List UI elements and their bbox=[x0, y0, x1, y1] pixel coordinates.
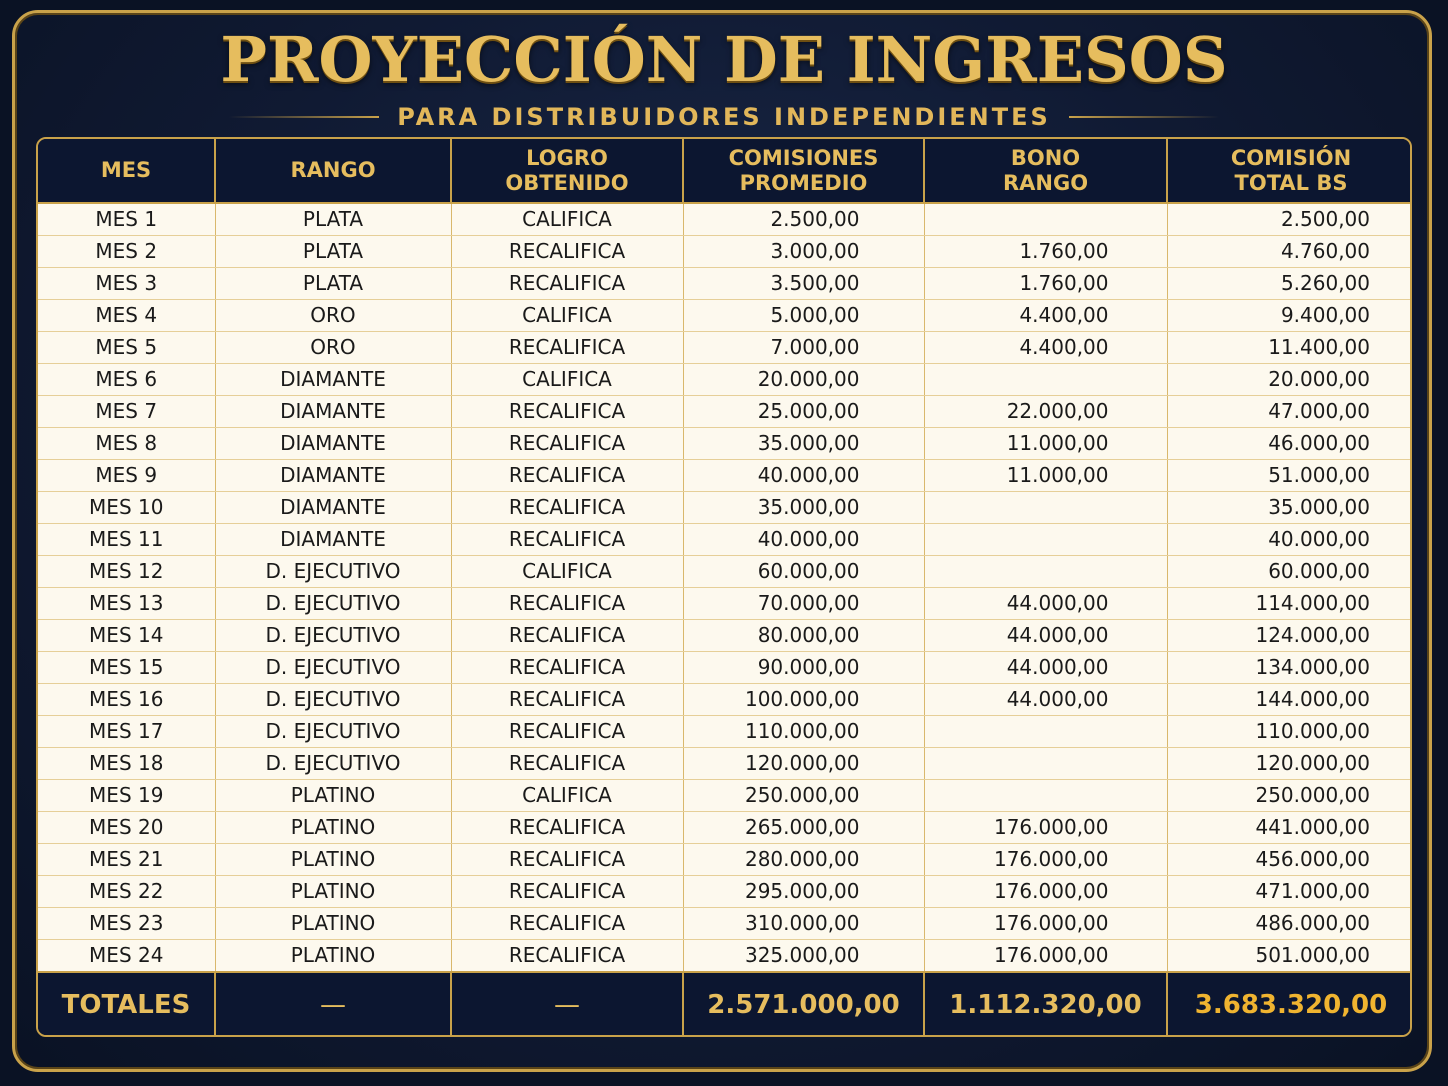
cell-rango: PLATINO bbox=[215, 844, 451, 876]
cell-comisiones: 35.000,00 bbox=[683, 428, 924, 460]
cell-comisiones: 250.000,00 bbox=[683, 780, 924, 812]
cell-bono: 176.000,00 bbox=[924, 876, 1167, 908]
cell-total: 2.500,00 bbox=[1167, 203, 1412, 236]
totals-comisiones: 2.571.000,00 bbox=[683, 972, 924, 1037]
cell-total: 110.000,00 bbox=[1167, 716, 1412, 748]
cell-rango: PLATINO bbox=[215, 908, 451, 940]
cell-logro: CALIFICA bbox=[451, 300, 683, 332]
cell-total: 144.000,00 bbox=[1167, 684, 1412, 716]
cell-total: 471.000,00 bbox=[1167, 876, 1412, 908]
cell-logro: RECALIFICA bbox=[451, 460, 683, 492]
header-bono: BONO RANGO bbox=[924, 139, 1167, 203]
cell-comisiones: 35.000,00 bbox=[683, 492, 924, 524]
table-row bbox=[38, 780, 1412, 812]
cell-comisiones: 70.000,00 bbox=[683, 588, 924, 620]
cell-comisiones: 120.000,00 bbox=[683, 748, 924, 780]
cell-mes: MES 7 bbox=[38, 396, 215, 428]
cell-logro: CALIFICA bbox=[451, 364, 683, 396]
cell-logro: RECALIFICA bbox=[451, 332, 683, 364]
cell-total: 134.000,00 bbox=[1167, 652, 1412, 684]
cell-logro: RECALIFICA bbox=[451, 268, 683, 300]
cell-bono bbox=[924, 524, 1167, 556]
table-row bbox=[38, 684, 1412, 716]
cell-bono: 44.000,00 bbox=[924, 620, 1167, 652]
header-mes: MES bbox=[38, 139, 215, 203]
cell-logro: RECALIFICA bbox=[451, 812, 683, 844]
page-subtitle: PARA DISTRIBUIDORES INDEPENDIENTES bbox=[397, 103, 1051, 131]
table-row bbox=[38, 428, 1412, 460]
cell-total: 46.000,00 bbox=[1167, 428, 1412, 460]
cell-bono bbox=[924, 492, 1167, 524]
cell-mes: MES 16 bbox=[38, 684, 215, 716]
cell-comisiones: 100.000,00 bbox=[683, 684, 924, 716]
cell-mes: MES 14 bbox=[38, 620, 215, 652]
cell-bono bbox=[924, 748, 1167, 780]
header-total: COMISIÓN TOTAL BS bbox=[1167, 139, 1412, 203]
cell-total: 441.000,00 bbox=[1167, 812, 1412, 844]
cell-logro: RECALIFICA bbox=[451, 524, 683, 556]
cell-mes: MES 8 bbox=[38, 428, 215, 460]
table-row bbox=[38, 460, 1412, 492]
cell-rango: ORO bbox=[215, 332, 451, 364]
cell-rango: PLATINO bbox=[215, 812, 451, 844]
cell-rango: DIAMANTE bbox=[215, 524, 451, 556]
cell-comisiones: 90.000,00 bbox=[683, 652, 924, 684]
cell-rango: D. EJECUTIVO bbox=[215, 588, 451, 620]
cell-mes: MES 12 bbox=[38, 556, 215, 588]
cell-logro: CALIFICA bbox=[451, 556, 683, 588]
table-row bbox=[38, 812, 1412, 844]
cell-total: 40.000,00 bbox=[1167, 524, 1412, 556]
cell-total: 250.000,00 bbox=[1167, 780, 1412, 812]
cell-bono: 44.000,00 bbox=[924, 684, 1167, 716]
table-header-row bbox=[38, 139, 1412, 203]
totals-rango: — bbox=[215, 972, 451, 1037]
cell-rango: D. EJECUTIVO bbox=[215, 652, 451, 684]
table-row bbox=[38, 556, 1412, 588]
table-row bbox=[38, 332, 1412, 364]
subtitle-divider-left bbox=[229, 116, 379, 118]
cell-comisiones: 20.000,00 bbox=[683, 364, 924, 396]
cell-rango: PLATA bbox=[215, 236, 451, 268]
cell-logro: RECALIFICA bbox=[451, 236, 683, 268]
cell-rango: PLATA bbox=[215, 203, 451, 236]
cell-total: 124.000,00 bbox=[1167, 620, 1412, 652]
cell-bono: 11.000,00 bbox=[924, 460, 1167, 492]
cell-bono: 4.400,00 bbox=[924, 332, 1167, 364]
cell-comisiones: 295.000,00 bbox=[683, 876, 924, 908]
table-row bbox=[38, 300, 1412, 332]
cell-rango: PLATA bbox=[215, 268, 451, 300]
cell-rango: D. EJECUTIVO bbox=[215, 556, 451, 588]
cell-total: 47.000,00 bbox=[1167, 396, 1412, 428]
cell-total: 456.000,00 bbox=[1167, 844, 1412, 876]
cell-bono: 176.000,00 bbox=[924, 908, 1167, 940]
table-row bbox=[38, 908, 1412, 940]
cell-total: 486.000,00 bbox=[1167, 908, 1412, 940]
cell-total: 4.760,00 bbox=[1167, 236, 1412, 268]
cell-mes: MES 15 bbox=[38, 652, 215, 684]
cell-rango: D. EJECUTIVO bbox=[215, 748, 451, 780]
cell-rango: PLATINO bbox=[215, 940, 451, 973]
table-row bbox=[38, 588, 1412, 620]
cell-mes: MES 1 bbox=[38, 203, 215, 236]
cell-comisiones: 310.000,00 bbox=[683, 908, 924, 940]
cell-logro: RECALIFICA bbox=[451, 748, 683, 780]
cell-mes: MES 22 bbox=[38, 876, 215, 908]
page-title: PROYECCIÓN DE INGRESOS bbox=[220, 23, 1228, 96]
cell-total: 114.000,00 bbox=[1167, 588, 1412, 620]
cell-mes: MES 5 bbox=[38, 332, 215, 364]
cell-comisiones: 2.500,00 bbox=[683, 203, 924, 236]
cell-bono: 176.000,00 bbox=[924, 844, 1167, 876]
table-row bbox=[38, 236, 1412, 268]
cell-bono: 1.760,00 bbox=[924, 236, 1167, 268]
header-logro: LOGRO OBTENIDO bbox=[451, 139, 683, 203]
header-comisiones: COMISIONES PROMEDIO bbox=[683, 139, 924, 203]
cell-total: 20.000,00 bbox=[1167, 364, 1412, 396]
cell-mes: MES 17 bbox=[38, 716, 215, 748]
table-row bbox=[38, 203, 1412, 236]
cell-logro: RECALIFICA bbox=[451, 428, 683, 460]
cell-bono: 176.000,00 bbox=[924, 940, 1167, 973]
cell-bono: 176.000,00 bbox=[924, 812, 1167, 844]
cell-mes: MES 3 bbox=[38, 268, 215, 300]
totals-total: 3.683.320,00 bbox=[1167, 972, 1412, 1037]
table-row bbox=[38, 492, 1412, 524]
cell-mes: MES 24 bbox=[38, 940, 215, 973]
cell-rango: DIAMANTE bbox=[215, 396, 451, 428]
table-row bbox=[38, 844, 1412, 876]
cell-comisiones: 60.000,00 bbox=[683, 556, 924, 588]
cell-bono: 44.000,00 bbox=[924, 652, 1167, 684]
cell-comisiones: 80.000,00 bbox=[683, 620, 924, 652]
cell-rango: PLATINO bbox=[215, 876, 451, 908]
cell-total: 35.000,00 bbox=[1167, 492, 1412, 524]
cell-rango: PLATINO bbox=[215, 780, 451, 812]
cell-rango: DIAMANTE bbox=[215, 364, 451, 396]
subtitle-row bbox=[0, 100, 1448, 134]
cell-logro: RECALIFICA bbox=[451, 844, 683, 876]
cell-mes: MES 20 bbox=[38, 812, 215, 844]
cell-logro: RECALIFICA bbox=[451, 396, 683, 428]
table-row bbox=[38, 876, 1412, 908]
cell-total: 120.000,00 bbox=[1167, 748, 1412, 780]
cell-mes: MES 21 bbox=[38, 844, 215, 876]
cell-bono bbox=[924, 556, 1167, 588]
cell-logro: CALIFICA bbox=[451, 780, 683, 812]
cell-mes: MES 23 bbox=[38, 908, 215, 940]
cell-mes: MES 6 bbox=[38, 364, 215, 396]
totals-row bbox=[38, 972, 1412, 1037]
table-row bbox=[38, 364, 1412, 396]
cell-comisiones: 7.000,00 bbox=[683, 332, 924, 364]
cell-logro: RECALIFICA bbox=[451, 492, 683, 524]
cell-total: 501.000,00 bbox=[1167, 940, 1412, 973]
cell-bono: 11.000,00 bbox=[924, 428, 1167, 460]
cell-total: 60.000,00 bbox=[1167, 556, 1412, 588]
totals-label: TOTALES bbox=[38, 972, 215, 1037]
cell-comisiones: 5.000,00 bbox=[683, 300, 924, 332]
cell-logro: RECALIFICA bbox=[451, 588, 683, 620]
cell-total: 51.000,00 bbox=[1167, 460, 1412, 492]
cell-mes: MES 19 bbox=[38, 780, 215, 812]
table-row bbox=[38, 652, 1412, 684]
cell-bono: 44.000,00 bbox=[924, 588, 1167, 620]
income-table bbox=[38, 139, 1412, 1037]
cell-bono bbox=[924, 203, 1167, 236]
cell-logro: RECALIFICA bbox=[451, 908, 683, 940]
cell-comisiones: 325.000,00 bbox=[683, 940, 924, 973]
cell-mes: MES 11 bbox=[38, 524, 215, 556]
cell-logro: RECALIFICA bbox=[451, 652, 683, 684]
header-rango: RANGO bbox=[215, 139, 451, 203]
cell-rango: D. EJECUTIVO bbox=[215, 620, 451, 652]
cell-comisiones: 280.000,00 bbox=[683, 844, 924, 876]
table-row bbox=[38, 268, 1412, 300]
cell-rango: ORO bbox=[215, 300, 451, 332]
cell-total: 5.260,00 bbox=[1167, 268, 1412, 300]
cell-rango: DIAMANTE bbox=[215, 428, 451, 460]
totals-logro: — bbox=[451, 972, 683, 1037]
income-table-container bbox=[36, 137, 1412, 1037]
table-body bbox=[38, 203, 1412, 972]
cell-total: 9.400,00 bbox=[1167, 300, 1412, 332]
table-row bbox=[38, 748, 1412, 780]
cell-bono bbox=[924, 364, 1167, 396]
cell-rango: DIAMANTE bbox=[215, 492, 451, 524]
table-row bbox=[38, 716, 1412, 748]
cell-logro: CALIFICA bbox=[451, 203, 683, 236]
cell-comisiones: 265.000,00 bbox=[683, 812, 924, 844]
cell-bono bbox=[924, 716, 1167, 748]
cell-comisiones: 40.000,00 bbox=[683, 524, 924, 556]
cell-bono: 22.000,00 bbox=[924, 396, 1167, 428]
cell-comisiones: 3.500,00 bbox=[683, 268, 924, 300]
subtitle-divider-right bbox=[1069, 116, 1219, 118]
cell-logro: RECALIFICA bbox=[451, 716, 683, 748]
cell-comisiones: 3.000,00 bbox=[683, 236, 924, 268]
cell-total: 11.400,00 bbox=[1167, 332, 1412, 364]
cell-comisiones: 40.000,00 bbox=[683, 460, 924, 492]
cell-comisiones: 25.000,00 bbox=[683, 396, 924, 428]
cell-mes: MES 2 bbox=[38, 236, 215, 268]
cell-mes: MES 4 bbox=[38, 300, 215, 332]
cell-logro: RECALIFICA bbox=[451, 876, 683, 908]
table-row bbox=[38, 524, 1412, 556]
cell-rango: DIAMANTE bbox=[215, 460, 451, 492]
cell-rango: D. EJECUTIVO bbox=[215, 716, 451, 748]
table-row bbox=[38, 940, 1412, 973]
cell-comisiones: 110.000,00 bbox=[683, 716, 924, 748]
cell-logro: RECALIFICA bbox=[451, 620, 683, 652]
cell-mes: MES 10 bbox=[38, 492, 215, 524]
cell-rango: D. EJECUTIVO bbox=[215, 684, 451, 716]
cell-mes: MES 18 bbox=[38, 748, 215, 780]
cell-bono: 1.760,00 bbox=[924, 268, 1167, 300]
cell-bono: 4.400,00 bbox=[924, 300, 1167, 332]
cell-mes: MES 13 bbox=[38, 588, 215, 620]
cell-logro: RECALIFICA bbox=[451, 684, 683, 716]
table-row bbox=[38, 620, 1412, 652]
totals-bono: 1.112.320,00 bbox=[924, 972, 1167, 1037]
cell-logro: RECALIFICA bbox=[451, 940, 683, 973]
cell-mes: MES 9 bbox=[38, 460, 215, 492]
table-row bbox=[38, 396, 1412, 428]
cell-bono bbox=[924, 780, 1167, 812]
